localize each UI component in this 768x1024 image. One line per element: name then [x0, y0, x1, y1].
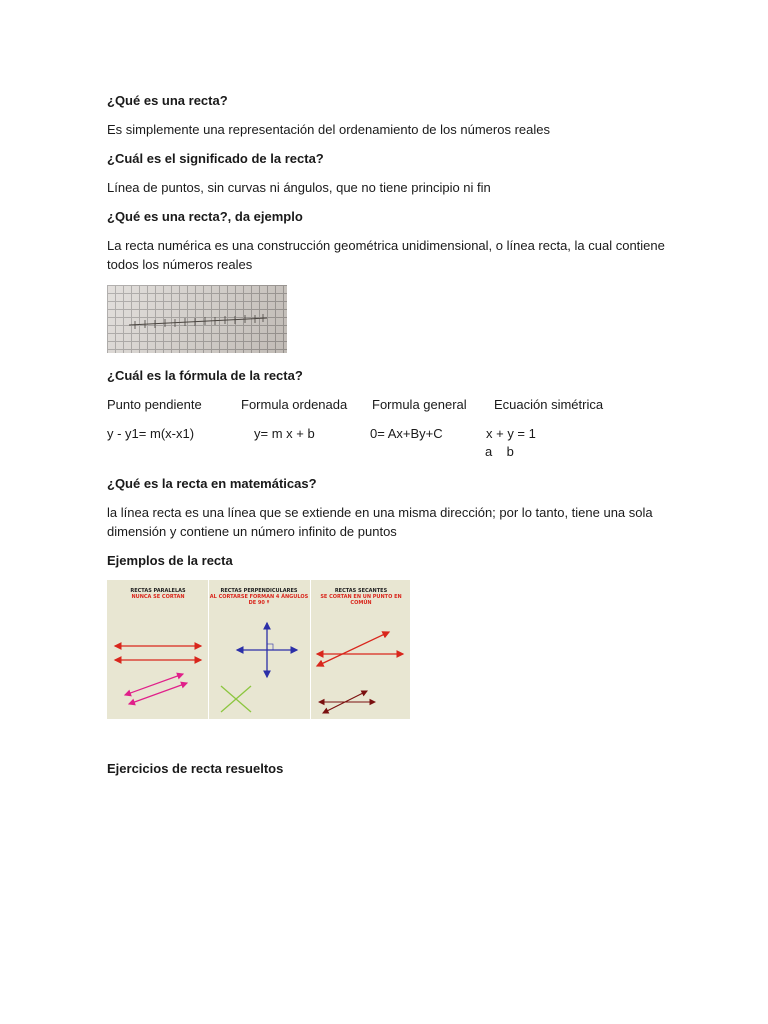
panel-subtitle-parallel: NUNCA SE CORTAN — [131, 594, 185, 600]
line-types-drawing — [107, 580, 410, 719]
secant-line-1 — [317, 632, 389, 666]
answer-5-line-1: la línea recta es una línea que se extiende en una misma dirección; por lo tanto, tiene una sola — [107, 505, 653, 520]
panel-title-parallel: RECTAS PARALELAS — [130, 588, 186, 594]
answer-2: Línea de puntos, sin curvas ni ángulos, que no tiene principio ni fin — [107, 180, 491, 195]
answer-1: Es simplemente una representación del ordenamiento de los números reales — [107, 122, 550, 137]
question-title-4: ¿Cuál es la fórmula de la recta? — [107, 368, 303, 383]
formula-name-symmetric: Ecuación simétrica — [494, 397, 604, 412]
panel-subtitle-secant: SE CORTAN EN UN PUNTO EN COMÚN — [320, 594, 402, 606]
answer-3-line-1: La recta numérica es una construcción geométrica unidimensional, o línea recta, la cual contiene — [107, 238, 665, 253]
number-line-photo — [107, 285, 287, 353]
formula-name-slope-intercept: Formula ordenada — [241, 397, 348, 412]
panel-title-secant: RECTAS SECANTES — [334, 588, 388, 594]
formula-name-general: Formula general — [372, 397, 467, 412]
formula-expr-point-slope: y - y1= m(x-x1) — [107, 426, 195, 441]
answer-3-line-2: todos los números reales — [107, 257, 253, 272]
formula-expr-slope-intercept: y= m x + b — [254, 426, 315, 441]
parallel-diagonal-1 — [129, 683, 187, 704]
formula-expr-general: 0= Ax+By+C — [370, 426, 443, 441]
question-title-2: ¿Cuál es el significado de la recta? — [107, 151, 324, 166]
parallel-diagonal-2 — [125, 674, 183, 695]
question-title-1: ¿Qué es una recta? — [107, 93, 228, 108]
formula-expr-symmetric: x + y = 1 — [486, 426, 536, 441]
number-line-drawing — [107, 285, 287, 353]
panel-title-perpendicular: RECTAS PERPENDICULARES — [220, 588, 298, 594]
question-title-3: ¿Qué es una recta?, da ejemplo — [107, 209, 303, 224]
question-title-5: ¿Qué es la recta en matemáticas? — [107, 476, 317, 491]
exercises-title: Ejercicios de recta resueltos — [107, 761, 284, 776]
line-types-image — [107, 580, 410, 719]
formula-expr-symmetric-denominators: a b — [485, 444, 514, 459]
panel-subtitle-perpendicular: AL CORTARSE FORMAN 4 ÁNGULOS DE 90 º — [209, 594, 309, 606]
formula-name-point-slope: Punto pendiente — [107, 397, 202, 412]
answer-5-line-2: dimensión y contiene un número infinito de puntos — [107, 524, 397, 539]
examples-title: Ejemplos de la recta — [107, 553, 233, 568]
